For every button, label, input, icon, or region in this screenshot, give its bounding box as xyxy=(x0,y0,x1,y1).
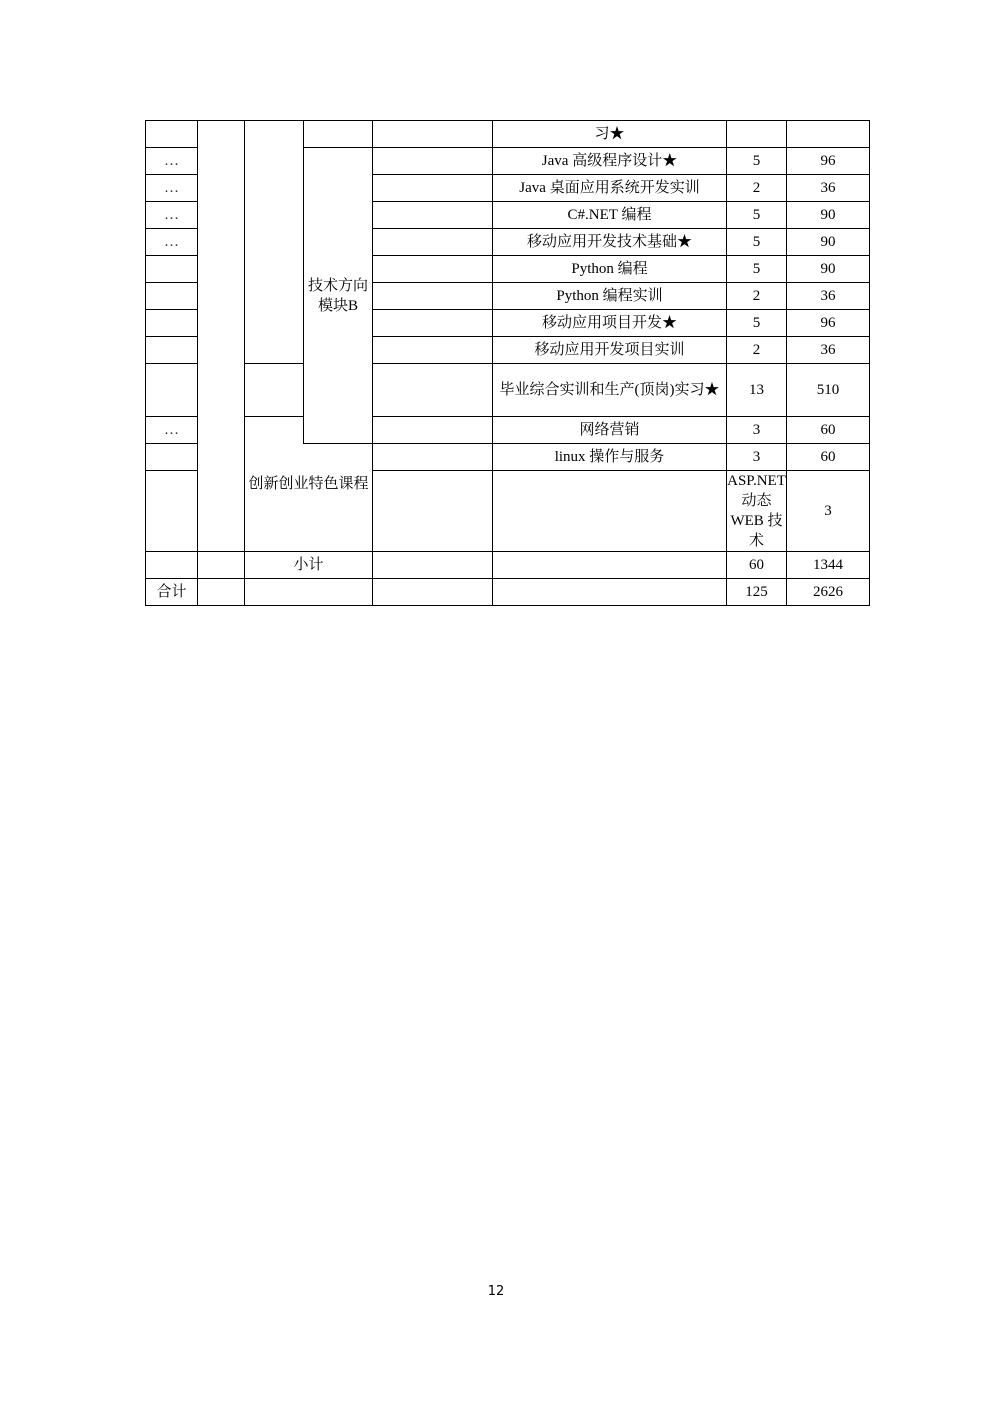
hours: 96 xyxy=(787,310,870,337)
hours: 36 xyxy=(787,175,870,202)
category-cell xyxy=(198,121,245,552)
course-name xyxy=(493,552,727,579)
credits: 5 xyxy=(727,148,787,175)
credits: 5 xyxy=(727,256,787,283)
row-marker: … xyxy=(146,229,198,256)
page-number: 12 xyxy=(487,1284,505,1299)
code-cell xyxy=(373,417,493,444)
row-marker xyxy=(146,121,198,148)
course-name: 移动应用开发项目实训 xyxy=(493,337,727,364)
hours: 36 xyxy=(787,283,870,310)
course-name: 网络营销 xyxy=(493,417,727,444)
credits: 2 xyxy=(727,283,787,310)
course-name: ASP.NET 动态 WEB 技术 xyxy=(727,471,787,552)
total-row xyxy=(146,579,870,606)
row-marker xyxy=(146,552,198,579)
code-cell xyxy=(373,337,493,364)
table-row xyxy=(146,417,870,444)
code-cell xyxy=(373,175,493,202)
credits: 3 xyxy=(787,471,870,552)
hours: 90 xyxy=(787,256,870,283)
row-marker: … xyxy=(146,417,198,444)
row-marker: … xyxy=(146,202,198,229)
group-cell xyxy=(245,364,304,417)
hours: 96 xyxy=(787,148,870,175)
row-marker xyxy=(146,364,198,417)
course-name: C#.NET 编程 xyxy=(493,202,727,229)
row-marker xyxy=(146,471,198,552)
row-marker xyxy=(146,337,198,364)
subtotal-label: 小计 xyxy=(245,552,373,579)
hours: 90 xyxy=(787,229,870,256)
course-name xyxy=(493,579,727,606)
subtotal-row xyxy=(146,552,870,579)
row-marker xyxy=(146,444,198,471)
row-marker xyxy=(146,283,198,310)
code-cell xyxy=(373,283,493,310)
table-row xyxy=(146,121,870,148)
subtotal-credits: 60 xyxy=(727,552,787,579)
credits: 3 xyxy=(727,417,787,444)
credits xyxy=(727,121,787,148)
code-cell xyxy=(373,310,493,337)
category-cell xyxy=(198,552,245,579)
course-name: Python 编程实训 xyxy=(493,283,727,310)
total-label: 合计 xyxy=(146,579,198,606)
code-cell xyxy=(373,552,493,579)
code-cell xyxy=(373,121,493,148)
row-marker xyxy=(146,310,198,337)
credits: 5 xyxy=(727,229,787,256)
credits: 5 xyxy=(727,202,787,229)
hours: 90 xyxy=(787,202,870,229)
credits: 3 xyxy=(727,444,787,471)
code-cell xyxy=(373,579,493,606)
course-name: 移动应用项目开发★ xyxy=(493,310,727,337)
row-marker: … xyxy=(146,175,198,202)
code-cell xyxy=(373,148,493,175)
hours xyxy=(787,121,870,148)
course-name: Java 桌面应用系统开发实训 xyxy=(493,175,727,202)
course-name: 毕业综合实训和生产(顶岗)实习★ xyxy=(493,364,727,417)
category-cell xyxy=(373,471,493,552)
group-cell xyxy=(245,579,373,606)
code-cell xyxy=(373,444,493,471)
course-name: Java 高级程序设计★ xyxy=(493,148,727,175)
hours: 510 xyxy=(787,364,870,417)
code-cell xyxy=(493,471,727,552)
total-credits: 125 xyxy=(727,579,787,606)
credits: 5 xyxy=(727,310,787,337)
course-name: Python 编程 xyxy=(493,256,727,283)
code-cell xyxy=(373,256,493,283)
code-cell xyxy=(373,229,493,256)
group-cell xyxy=(245,121,304,364)
row-marker: … xyxy=(146,148,198,175)
credits: 13 xyxy=(727,364,787,417)
hours: 60 xyxy=(787,444,870,471)
code-cell xyxy=(373,202,493,229)
curriculum-table xyxy=(145,120,870,606)
table-row xyxy=(146,364,870,417)
row-marker xyxy=(146,256,198,283)
module-b-label: 技术方向模块B xyxy=(304,148,373,444)
hours: 36 xyxy=(787,337,870,364)
subtotal-hours: 1344 xyxy=(787,552,870,579)
course-name: 移动应用开发技术基础★ xyxy=(493,229,727,256)
category-cell xyxy=(198,579,245,606)
course-name: 习★ xyxy=(493,121,727,148)
course-name: linux 操作与服务 xyxy=(493,444,727,471)
module-cell xyxy=(304,121,373,148)
code-cell xyxy=(373,364,493,417)
hours: 60 xyxy=(787,417,870,444)
total-hours: 2626 xyxy=(787,579,870,606)
innovation-label: 创新创业特色课程 xyxy=(245,417,373,552)
credits: 2 xyxy=(727,337,787,364)
credits: 2 xyxy=(727,175,787,202)
